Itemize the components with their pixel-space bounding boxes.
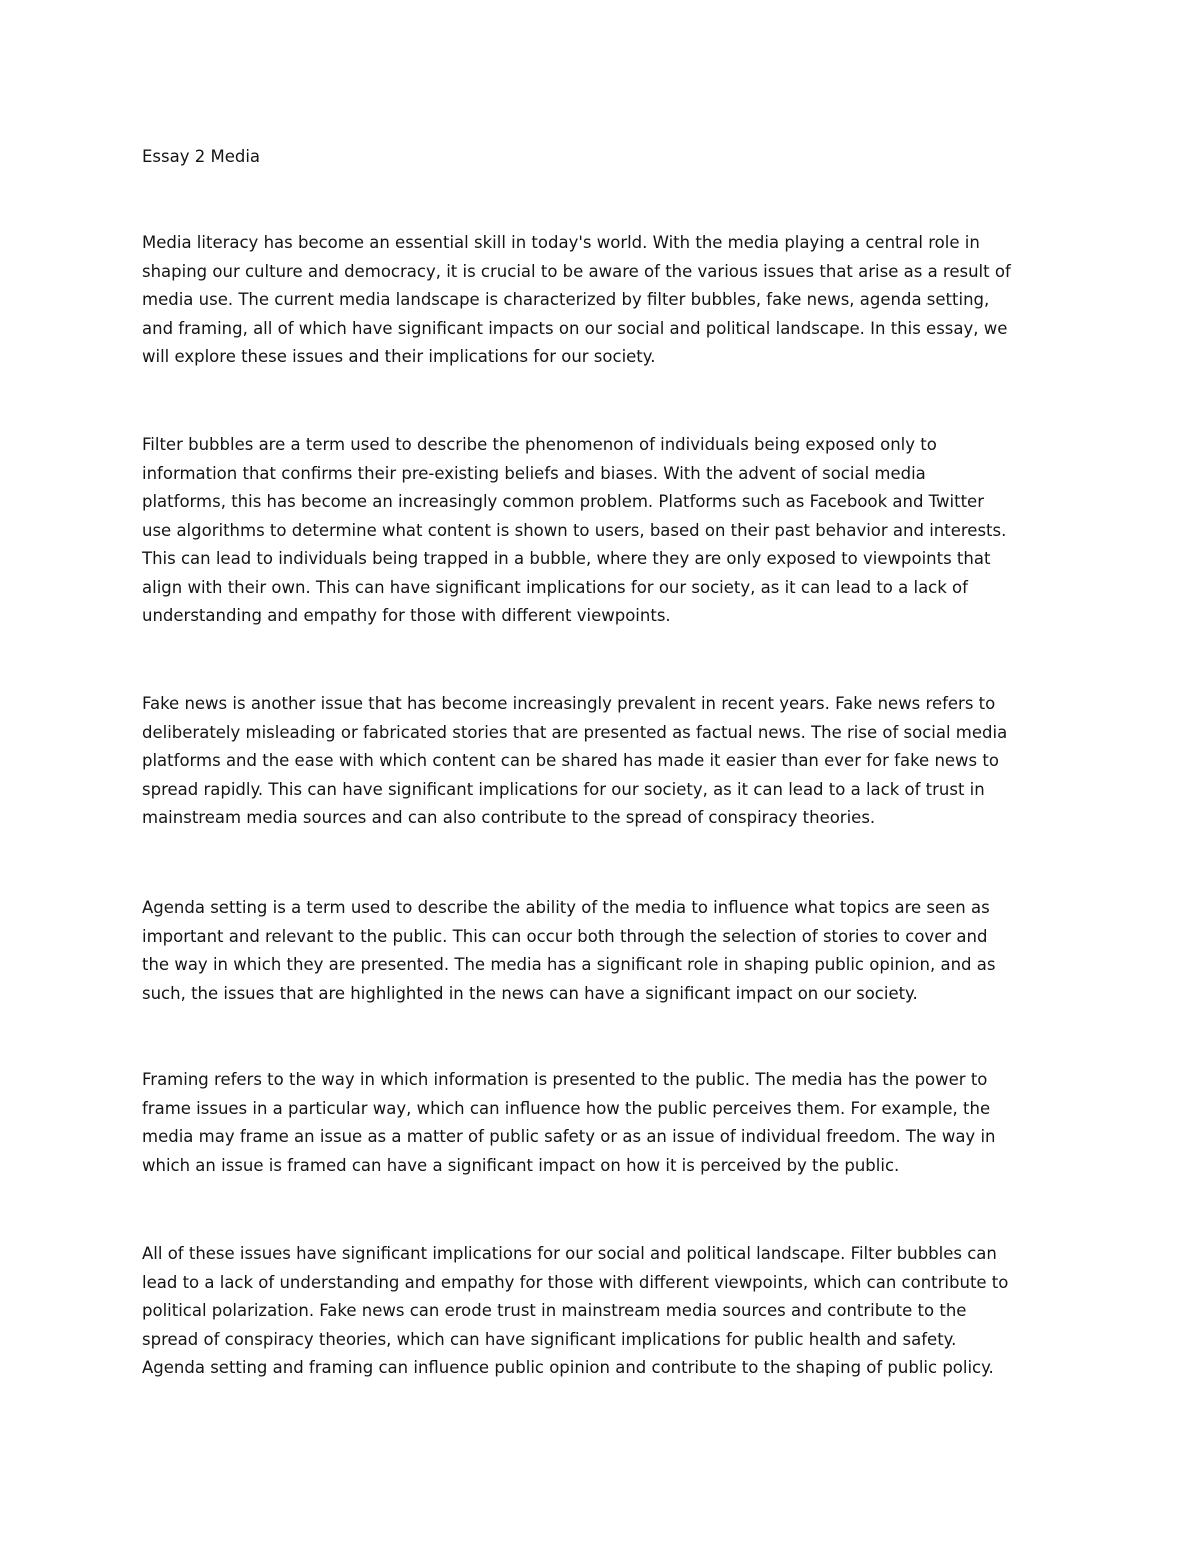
paragraph-line: media may frame an issue as a matter of public safety or as an issue of individual freedom. The way in — [142, 1127, 996, 1146]
paragraph-line: platforms and the ease with which content can be shared has made it easier than ever for fake news to — [142, 751, 999, 770]
paragraph-filter-bubbles — [142, 431, 1067, 631]
paragraph-line: Framing refers to the way in which information is presented to the public. The media has the power to — [142, 1070, 988, 1089]
paragraph-line: understanding and empathy for those with different viewpoints. — [142, 606, 671, 625]
paragraph-framing — [142, 1066, 1067, 1180]
paragraph-conclusion — [142, 1240, 1067, 1383]
paragraph-line: All of these issues have significant implications for our social and political landscape. Filter bubbles can — [142, 1244, 997, 1263]
paragraph-line: the way in which they are presented. The media has a significant role in shaping public opinion, and as — [142, 955, 996, 974]
paragraph-line: use algorithms to determine what content is shown to users, based on their past behavior and interests. — [142, 520, 1007, 540]
paragraph-line: deliberately misleading or fabricated stories that are presented as factual news. The rise of social media — [142, 722, 1008, 742]
paragraph-agenda-setting — [142, 894, 1067, 1008]
paragraph-line: platforms, this has become an increasingly common problem. Platforms such as Facebook and Twitter — [142, 492, 984, 511]
paragraph-line: such, the issues that are highlighted in the news can have a significant impact on our society. — [142, 983, 918, 1003]
paragraph-line: spread of conspiracy theories, which can have significant implications for public health and safety. — [142, 1329, 957, 1349]
paragraph-line: This can lead to individuals being trapped in a bubble, where they are only exposed to viewpoints that — [142, 549, 991, 568]
paragraph-introduction — [142, 229, 1067, 372]
paragraph-line: align with their own. This can have significant implications for our society, as it can lead to a lack of — [142, 577, 968, 597]
paragraph-line: will explore these issues and their implications for our society. — [142, 347, 656, 366]
paragraph-line: spread rapidly. This can have significant implications for our society, as it can lead to a lack of trust in — [142, 779, 985, 799]
paragraph-fake-news — [142, 690, 1067, 833]
document-title: Essay 2 Media — [142, 147, 261, 166]
paragraph-line: Agenda setting and framing can influence public opinion and contribute to the shaping of public policy. — [142, 1358, 994, 1377]
paragraph-line: Fake news is another issue that has become increasingly prevalent in recent years. Fake news refers to — [142, 694, 996, 713]
paragraph-line: which an issue is framed can have a significant impact on how it is perceived by the public. — [142, 1155, 900, 1175]
paragraph-line: mainstream media sources and can also contribute to the spread of conspiracy theories. — [142, 808, 876, 827]
paragraph-line: Media literacy has become an essential skill in today's world. With the media playing a central role in — [142, 233, 980, 252]
paragraph-line: media use. The current media landscape is characterized by filter bubbles, fake news, agenda setting, — [142, 290, 990, 309]
paragraph-line: shaping our culture and democracy, it is crucial to be aware of the various issues that arise as a result of — [142, 261, 1011, 281]
paragraph-line: lead to a lack of understanding and empathy for those with different viewpoints, which can contribute to — [142, 1272, 1009, 1292]
paragraph-line: Agenda setting is a term used to describe the ability of the media to influence what topics are seen as — [142, 898, 990, 917]
paragraph-line: Filter bubbles are a term used to describe the phenomenon of individuals being exposed only to — [142, 435, 937, 454]
paragraph-line: political polarization. Fake news can erode trust in mainstream media sources and contribute to the — [142, 1301, 967, 1320]
paragraph-line: and framing, all of which have significant impacts on our social and political landscape. In this essay, we — [142, 318, 1008, 338]
paragraph-line: important and relevant to the public. This can occur both through the selection of stories to cover and — [142, 926, 988, 946]
paragraph-line: frame issues in a particular way, which can influence how the public perceives them. For example, the — [142, 1098, 991, 1118]
paragraph-line: information that confirms their pre-existing beliefs and biases. With the advent of social media — [142, 463, 926, 483]
